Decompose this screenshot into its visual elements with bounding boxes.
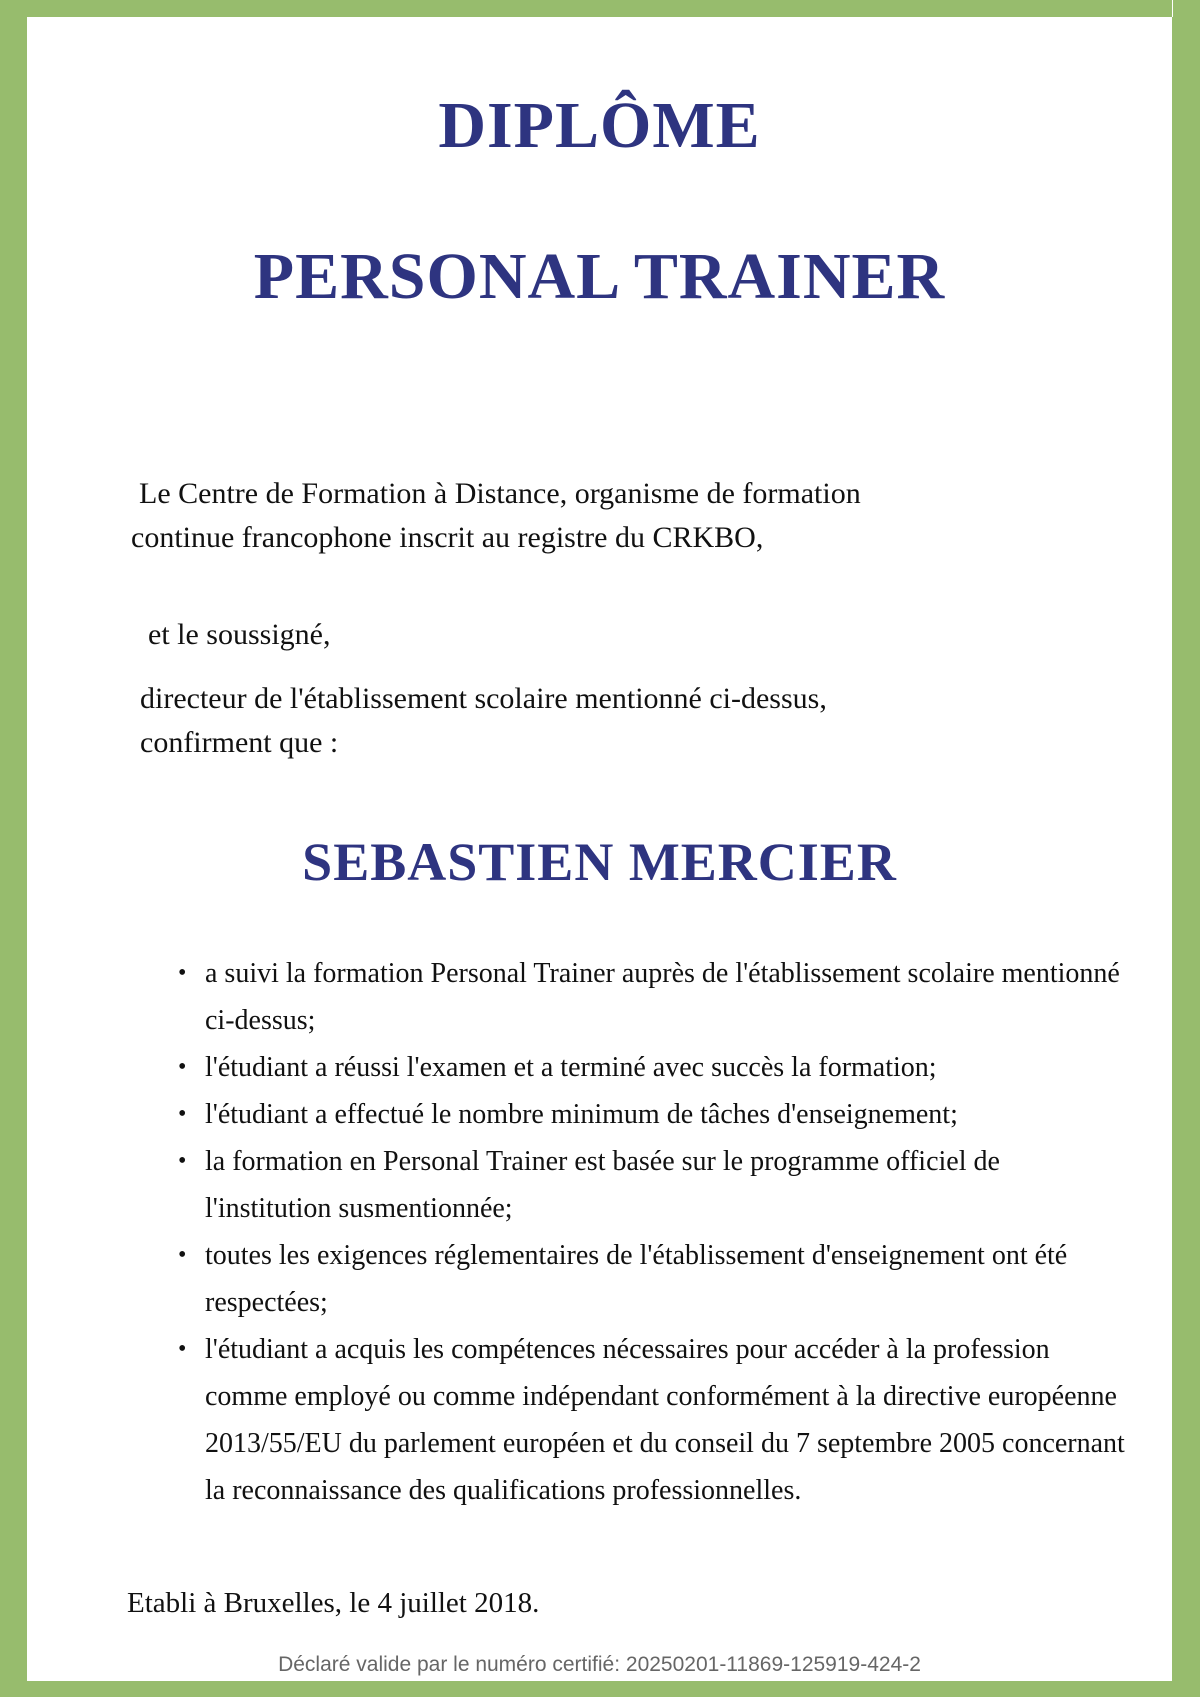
bullet-icon: • [178,1054,187,1080]
condition-text: la formation en Personal Trainer est basée sur le programme officiel de l'institution susmentionnée; [205,1146,1000,1224]
bullet-icon: • [178,1148,187,1174]
intro-line-2: continue francophone inscrit au registre du CRKBO, [131,521,764,554]
bullet-icon: • [178,1242,187,1268]
condition-text: a suivi la formation Personal Trainer auprès de l'établissement scolaire mentionné ci-dessus; [205,958,1120,1036]
condition-item [178,950,1128,1044]
conditions-list [178,950,1128,1514]
condition-text: l'étudiant a acquis les compétences nécessaires pour accéder à la profession comme employé ou comme indépendant conformément à la directive européenne 2013/55/EU du parlement européen et du conseil du 7 septembre 2005 concernant la reconnaissance des qualifications professionnelles. [205,1334,1125,1506]
condition-text: l'étudiant a réussi l'examen et a terminé avec succès la formation; [205,1052,937,1083]
bullet-icon: • [178,1336,187,1362]
issue-place-date: Etabli à Bruxelles, le 4 juillet 2018. [127,1587,540,1619]
condition-item [178,1138,1128,1232]
intro-line-1: Le Centre de Formation à Distance, organisme de formation [139,477,861,510]
condition-item [178,1044,1128,1091]
student-name: SEBASTIEN MERCIER [302,832,897,892]
condition-item [178,1091,1128,1138]
condition-text: l'étudiant a effectué le nombre minimum de tâches d'enseignement; [205,1099,958,1130]
certificate-number: Déclaré valide par le numéro certifié: 20250201-11869-125919-424-2 [278,1653,921,1676]
bullet-icon: • [178,960,187,986]
director-line-2: confirment que : [140,726,339,759]
frame-highlight [1172,0,1173,17]
director-line-1: directeur de l'établissement scolaire mentionné ci-dessus, [140,682,827,715]
director-paragraph [140,677,1100,765]
condition-item [178,1232,1128,1326]
intro-paragraph [131,472,1091,560]
program-title: PERSONAL TRAINER [253,240,946,313]
condition-item [178,1326,1128,1514]
condition-text: toutes les exigences réglementaires de l'établissement d'enseignement ont été respectées; [205,1240,1068,1318]
bullet-icon: • [178,1101,187,1127]
diploma-title: DIPLÔME [438,89,761,162]
diploma-sheet [27,17,1172,1681]
undersigned-text: et le soussigné, [148,618,331,651]
